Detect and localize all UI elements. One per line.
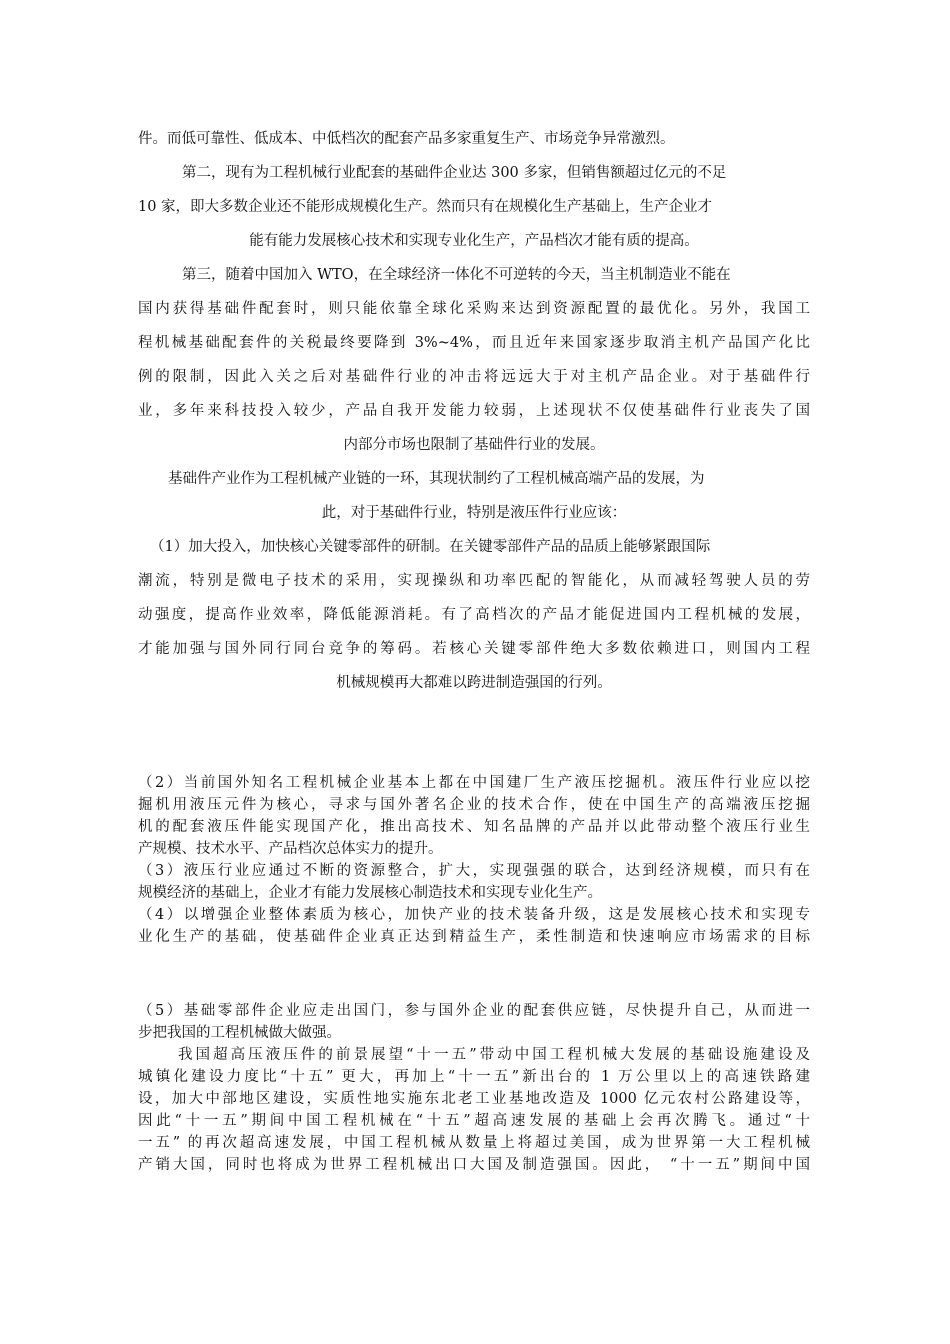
list-line: 规模经济的基础上，企业才有能力发展核心制造技术和实现专业化生产。	[138, 885, 602, 901]
list-line: 产销大国，同时也将成为世界工程机械出口大国及制造强国。因此， “十一五”期间中国	[138, 1157, 810, 1173]
paragraph-line: 业，多年来科技投入较少，产品自我开发能力较弱，上述现状不仅使基础件行业丧失了国	[138, 403, 810, 419]
list-line: （5）基础零部件企业应走出国门，参与国外企业的配套供应链，尽快提升自己，从而进一	[138, 1003, 810, 1019]
body-list-1	[138, 772, 810, 948]
body-spaced	[138, 122, 810, 700]
paragraph-line: 此，对于基础件行业，特别是液压件行业应该：	[321, 505, 627, 521]
paragraph-line: 第三，随着中国加入 WTO，在全球经济一体化不可逆转的今天，当主机制造业不能在	[182, 267, 731, 283]
list-line: 机的配套液压件能实现国产化，推出高技术、知名品牌的产品并以此带动整个液压行业生	[138, 819, 810, 835]
paragraph-line: （1）加大投入，加快核心关键零部件的研制。在关键零部件产品的品质上能够紧跟国际	[150, 539, 711, 555]
list-line: 业化生产的基础，使基础件企业真正达到精益生产，柔性制造和快速响应市场需求的目标	[138, 929, 810, 945]
paragraph-line: 基础件产业作为工程机械产业链的一环，其现状制约了工程机械高端产品的发展，为	[168, 471, 705, 487]
paragraph-line: 动强度，提高作业效率，降低能源消耗。有了高档次的产品才能促进国内工程机械的发展，	[138, 607, 810, 623]
list-line: 掘机用液压元件为核心，寻求与国外著名企业的技术合作，使在中国生产的高端液压挖掘	[138, 797, 810, 813]
paragraph-line: 第二，现有为工程机械行业配套的基础件企业达 300 多家，但销售额超过亿元的不足	[182, 165, 727, 181]
list-line: 我国超高压液压件的前景展望“十一五”带动中国工程机械大发展的基础设施建设及	[178, 1047, 810, 1063]
paragraph-line: 件。而低可靠性、低成本、中低档次的配套产品多家重复生产、市场竞争异常激烈。	[138, 131, 675, 147]
paragraph-line: 10 家，即大多数企业还不能形成规模化生产。然而只有在规模化生产基础上，生产企业才	[138, 199, 713, 215]
paragraph-line: 程机械基础配套件的关税最终要降到 3%~4%，而且近年来国家逐步取消主机产品国产化比	[138, 335, 810, 351]
paragraph-line: 例的限制，因此入关之后对基础件行业的冲击将远远大于对主机产品企业。对于基础件行	[138, 369, 810, 385]
paragraph-line: 才能加强与国外同行同台竞争的筹码。若核心关键零部件绝大多数依赖进口，则国内工程	[138, 641, 810, 657]
paragraph-line: 国内获得基础件配套时，则只能依靠全球化采购来达到资源配置的最优化。另外，我国工	[138, 301, 810, 317]
body-list-2	[138, 1000, 810, 1176]
list-line: 设，加大中部地区建设，实质性地实施东北老工业基地改造及 1000 亿元农村公路建设等，	[138, 1091, 810, 1107]
paragraph-line: 能有能力发展核心技术和实现专业化生产，产品档次才能有质的提高。	[249, 233, 699, 249]
paragraph-line: 内部分市场也限制了基础件行业的发展。	[343, 437, 605, 453]
list-line: （2）当前国外知名工程机械企业基本上都在中国建厂生产液压挖掘机。液压件行业应以挖	[138, 775, 810, 791]
list-line: 步把我国的工程机械做大做强。	[138, 1025, 341, 1041]
paragraph-line: 机械规模再大都难以跨进制造强国的行列。	[336, 675, 612, 691]
paragraph-line: 潮流，特别是微电子技术的采用，实现操纵和功率匹配的智能化，从而减轻驾驶人员的劳	[138, 573, 810, 589]
list-line: 城镇化建设力度比“十五” 更大，再加上“十一五”新出台的 1 万公里以上的高速铁路建	[138, 1069, 810, 1085]
list-line: 产规模、技术水平、产品档次总体实力的提升。	[138, 841, 443, 857]
list-line: 因此“十一五”期间中国工程机械在“十五”超高速发展的基础上会再次腾飞。通过“十	[138, 1113, 810, 1129]
list-line: （3）液压行业应通过不断的资源整合，扩大，实现强强的联合，达到经济规模，而只有在	[138, 863, 810, 879]
list-line: （4）以增强企业整体素质为核心，加快产业的技术装备升级，这是发展核心技术和实现专	[138, 907, 810, 923]
list-line: 一五” 的再次超高速发展，中国工程机械从数量上将超过美国，成为世界第一大工程机械	[138, 1135, 810, 1151]
